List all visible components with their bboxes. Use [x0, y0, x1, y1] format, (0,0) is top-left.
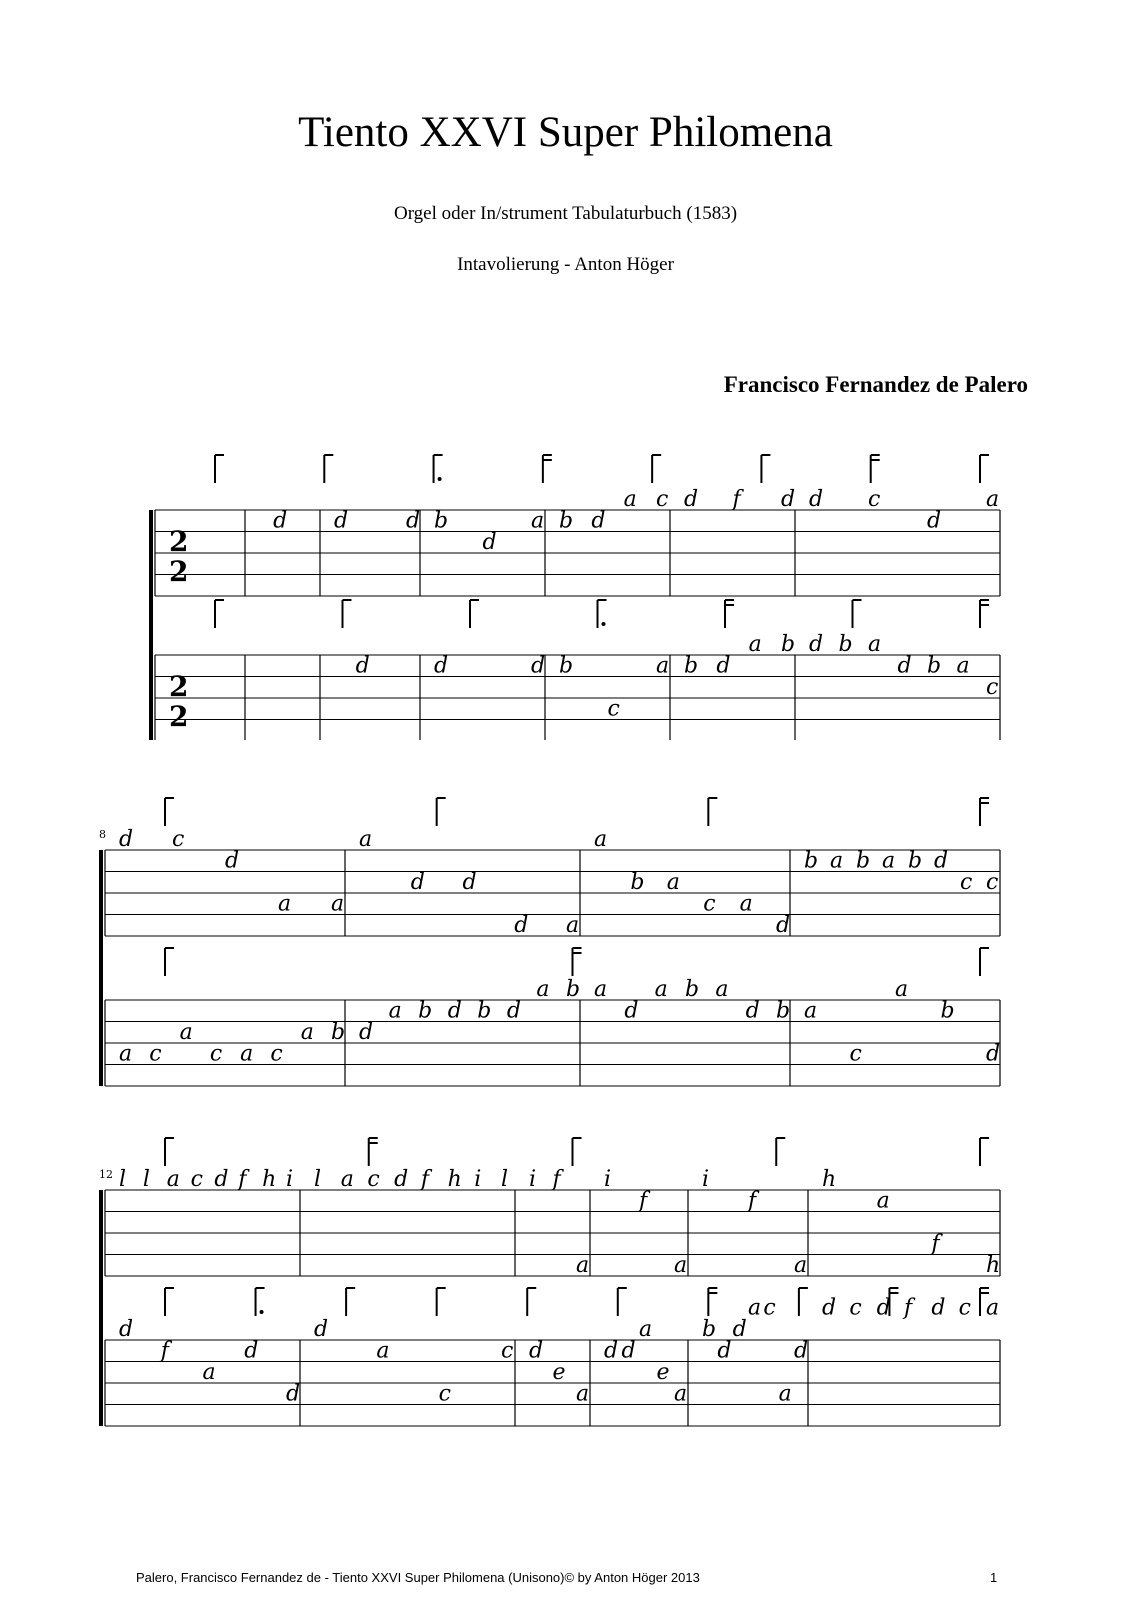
- tab-letter: l: [314, 1167, 322, 1192]
- tab-letter: l: [142, 1167, 150, 1192]
- tab-letter: l: [501, 1167, 509, 1192]
- rhythm-sign: [980, 455, 989, 483]
- tab-letter: d: [119, 1317, 134, 1342]
- tab-letter: a: [830, 848, 844, 874]
- rhythm-sign: [527, 1288, 536, 1316]
- tab-letter: f: [639, 1188, 648, 1214]
- tab-letter: d: [406, 508, 421, 534]
- rhythm-sign: [165, 798, 174, 826]
- tab-letter: d: [334, 508, 349, 534]
- tab-letter: c: [849, 1041, 862, 1067]
- rhythm-sign: [543, 455, 552, 483]
- tab-letter: d: [717, 1338, 732, 1364]
- tab-letter: a: [794, 1253, 808, 1278]
- tab-letter: a: [639, 1317, 653, 1342]
- rhythm-sign: [215, 455, 224, 483]
- rhythm-sign: [598, 600, 607, 628]
- tab-letter: a: [566, 913, 580, 938]
- tab-letter: h: [262, 1167, 277, 1192]
- tab-letter: a: [202, 1360, 216, 1385]
- tablature-staff: [155, 632, 1000, 740]
- tab-letter: d: [529, 1338, 544, 1364]
- rhythm-sign: [652, 455, 661, 483]
- page-number: 1: [990, 1570, 998, 1585]
- tab-letter: c: [986, 675, 999, 700]
- tab-letter: a: [739, 891, 753, 917]
- tab-letter: b: [434, 508, 449, 534]
- tab-letter: a: [536, 977, 550, 1002]
- tab-letter: a: [666, 870, 680, 895]
- tab-letter: f: [931, 1231, 940, 1257]
- tab-letter: a: [240, 1041, 254, 1067]
- tab-letter: d: [410, 870, 425, 895]
- time-signature-denominator: 2: [169, 554, 189, 588]
- tab-letter: d: [732, 1317, 747, 1342]
- tab-letter: a: [986, 487, 1000, 512]
- tab-letter: f: [160, 1338, 169, 1364]
- tab-letter: d: [314, 1317, 329, 1342]
- tab-letter: d: [776, 913, 791, 938]
- rhythm-sign: [437, 798, 446, 826]
- tab-letter: a: [956, 653, 970, 679]
- tab-letter: f: [904, 1295, 913, 1321]
- tablature-system-2: [0, 790, 1131, 1090]
- tab-letter: a: [179, 1020, 193, 1045]
- tab-letter: d: [809, 632, 824, 657]
- rhythm-sign: [980, 948, 989, 976]
- tab-letter: f: [420, 1167, 430, 1192]
- rhythm-sign: [215, 600, 224, 628]
- rhythm-sign: [346, 1288, 355, 1316]
- tab-letter: d: [621, 1338, 636, 1364]
- tab-letter: c: [656, 487, 669, 512]
- tab-letter: a: [876, 1188, 890, 1214]
- tab-letter: d: [745, 998, 760, 1024]
- rhythm-sign: [799, 1288, 808, 1316]
- tab-letter: d: [482, 530, 497, 555]
- tab-letter: a: [623, 487, 637, 512]
- tab-letter: c: [367, 1167, 380, 1192]
- tab-letter: h: [986, 1253, 1001, 1278]
- tab-letter: a: [531, 508, 545, 534]
- tab-letter: d: [794, 1338, 809, 1364]
- rhythm-sign: [725, 600, 734, 628]
- tab-letter: l: [119, 1167, 127, 1192]
- tab-letter: a: [388, 998, 402, 1024]
- tab-letter: i: [702, 1167, 710, 1192]
- tab-letter: d: [781, 487, 796, 512]
- tab-letter: c: [986, 870, 999, 895]
- tab-letter: d: [591, 508, 606, 534]
- rhythm-sign: [470, 600, 479, 628]
- tab-letter: c: [868, 487, 881, 512]
- time-signature-numerator: 2: [169, 669, 189, 703]
- rhythm-sign: [980, 600, 989, 628]
- tab-letter: c: [501, 1338, 514, 1364]
- tab-letter: c: [190, 1167, 203, 1192]
- tab-letter: d: [624, 998, 639, 1024]
- tab-letter: a: [654, 977, 668, 1002]
- footer-credit: Palero, Francisco Fernandez de - Tiento XXVI Super Philomena (Unisono)© by Anton Höger 2013: [136, 1570, 700, 1585]
- tab-letter: a: [674, 1253, 688, 1278]
- rhythm-sign: [369, 1138, 378, 1166]
- tab-letter: a: [594, 827, 608, 852]
- tab-letter: a: [895, 977, 909, 1002]
- tab-letter: i: [529, 1167, 537, 1192]
- tab-letter: f: [732, 487, 741, 512]
- tab-letter: b: [856, 848, 871, 874]
- tab-letter: f: [748, 1188, 757, 1214]
- tab-letter: c: [607, 696, 620, 722]
- rhythm-sign: [871, 455, 880, 483]
- tab-letter: a: [300, 1020, 314, 1045]
- time-signature-numerator: 2: [169, 524, 189, 558]
- tab-letter: c: [958, 1295, 971, 1321]
- rhythm-sign: [889, 1288, 898, 1316]
- tab-letter: a: [340, 1167, 354, 1192]
- tab-letter: a: [986, 1295, 1000, 1321]
- tab-letter: a: [331, 891, 345, 917]
- tab-letter: a: [278, 891, 292, 917]
- tab-letter: a: [748, 632, 762, 657]
- rhythm-sign: [618, 1288, 627, 1316]
- rhythm-sign: [256, 1288, 265, 1316]
- tab-letter: h: [822, 1167, 837, 1192]
- rhythm-sign: [437, 1288, 446, 1316]
- tab-letter: d: [119, 827, 134, 852]
- tab-letter: a: [594, 977, 608, 1002]
- tab-letter: d: [809, 487, 824, 512]
- tab-letter: a: [674, 1381, 688, 1407]
- tab-letter: b: [838, 632, 853, 657]
- tab-letter: d: [716, 653, 731, 679]
- source-subtitle: Orgel oder In/strument Tabulaturbuch (1583): [393, 203, 738, 224]
- tab-letter: b: [781, 632, 796, 657]
- rhythm-sign: [980, 1138, 989, 1166]
- tab-letter: b: [684, 653, 699, 679]
- tab-letter: d: [876, 1295, 891, 1321]
- tab-letter: a: [166, 1167, 180, 1192]
- tab-letter: b: [908, 848, 923, 874]
- tablature-staff: [105, 827, 1000, 938]
- tab-letter: b: [630, 870, 645, 895]
- tablature-staff: [105, 977, 1000, 1086]
- tab-letter: d: [822, 1295, 837, 1321]
- tab-letter: b: [702, 1317, 717, 1342]
- tab-letter: d: [604, 1338, 619, 1364]
- tab-letter: a: [778, 1381, 792, 1407]
- tab-letter: d: [214, 1167, 229, 1192]
- tab-letter: f: [238, 1167, 247, 1192]
- rhythm-sign: [853, 600, 862, 628]
- rhythm-sign: [165, 1138, 174, 1166]
- tablature-staff: [105, 1167, 1000, 1278]
- measure-number: 12: [99, 1168, 113, 1181]
- tab-letter: c: [960, 870, 973, 895]
- tab-letter: a: [576, 1381, 590, 1407]
- tab-letter: b: [418, 998, 433, 1024]
- tab-letter: a: [882, 848, 896, 874]
- rhythm-sign: [708, 1288, 717, 1316]
- tab-letter: f: [552, 1167, 561, 1192]
- tab-letter: c: [849, 1295, 862, 1321]
- tab-letter: d: [897, 653, 912, 679]
- tablature-system-3: [0, 1130, 1131, 1430]
- tab-letter: b: [940, 998, 955, 1024]
- tab-letter: b: [559, 508, 574, 534]
- tab-letter: a: [376, 1338, 390, 1364]
- tab-letter: b: [331, 1020, 346, 1045]
- tab-letter: d: [355, 653, 370, 679]
- tab-letter: c: [149, 1041, 162, 1067]
- rhythm-sign: [343, 600, 352, 628]
- tab-letter: d: [506, 998, 521, 1024]
- tab-letter: e: [552, 1360, 566, 1385]
- tab-letter: b: [685, 977, 700, 1002]
- measure-number: 8: [99, 828, 106, 841]
- tab-letter: c: [703, 891, 716, 917]
- tab-letter: d: [684, 487, 699, 512]
- tab-letter: d: [927, 508, 942, 534]
- rhythm-sign: [761, 455, 770, 483]
- tab-letter: d: [434, 653, 449, 679]
- tab-letter: d: [462, 870, 477, 895]
- tab-letter: a: [576, 1253, 590, 1278]
- tab-letter: c: [763, 1295, 776, 1321]
- tab-letter: d: [286, 1381, 301, 1407]
- tab-letter: d: [934, 848, 949, 874]
- tablature-staff: [105, 1296, 1000, 1427]
- tab-letter: a: [656, 653, 670, 679]
- tab-letter: a: [715, 977, 729, 1002]
- tab-letter: d: [531, 653, 546, 679]
- tab-letter: d: [447, 998, 462, 1024]
- rhythm-sign: [573, 1138, 582, 1166]
- tab-letter: b: [804, 848, 819, 874]
- tab-letter: a: [868, 632, 882, 657]
- tab-letter: d: [394, 1167, 409, 1192]
- tab-letter: b: [477, 998, 492, 1024]
- tab-letter: i: [474, 1167, 482, 1192]
- tab-letter: d: [273, 508, 288, 534]
- tab-letter: a: [359, 827, 373, 852]
- tab-letter: c: [172, 827, 185, 852]
- composer-name: Francisco Fernandez de Palero: [723, 372, 1028, 397]
- page-title: Tiento XXVI Super Philomena: [298, 109, 833, 156]
- tab-letter: e: [656, 1360, 670, 1385]
- rhythm-sign: [573, 948, 582, 976]
- tablature-system-1: [0, 450, 1131, 740]
- tab-letter: c: [438, 1381, 451, 1407]
- tablature-staff: [155, 487, 1000, 596]
- tab-letter: d: [514, 913, 529, 938]
- rhythm-sign: [434, 455, 443, 483]
- tab-letter: b: [566, 977, 581, 1002]
- tab-letter: d: [986, 1041, 1001, 1067]
- rhythm-sign: [324, 455, 333, 483]
- tab-letter: b: [559, 653, 574, 679]
- tab-letter: c: [209, 1041, 223, 1067]
- arranger-subtitle: Intavolierung - Anton Höger: [457, 254, 674, 275]
- rhythm-sign: [708, 798, 717, 826]
- tab-letter: a: [804, 998, 818, 1024]
- tab-letter: c: [270, 1041, 283, 1067]
- time-signature-denominator: 2: [169, 699, 189, 733]
- rhythm-sign: [980, 798, 989, 826]
- tab-letter: a: [748, 1295, 762, 1321]
- rhythm-sign: [165, 1288, 174, 1316]
- tab-letter: i: [604, 1167, 612, 1192]
- tab-letter: h: [447, 1167, 462, 1192]
- tab-letter: d: [931, 1295, 946, 1321]
- rhythm-sign: [776, 1138, 785, 1166]
- tab-letter: i: [286, 1167, 294, 1192]
- tab-letter: b: [776, 998, 791, 1024]
- tab-letter: d: [359, 1020, 374, 1045]
- tab-letter: d: [244, 1338, 259, 1364]
- tab-letter: d: [225, 848, 240, 874]
- tab-letter: a: [119, 1041, 133, 1067]
- rhythm-sign: [165, 948, 174, 976]
- tab-letter: b: [927, 653, 942, 679]
